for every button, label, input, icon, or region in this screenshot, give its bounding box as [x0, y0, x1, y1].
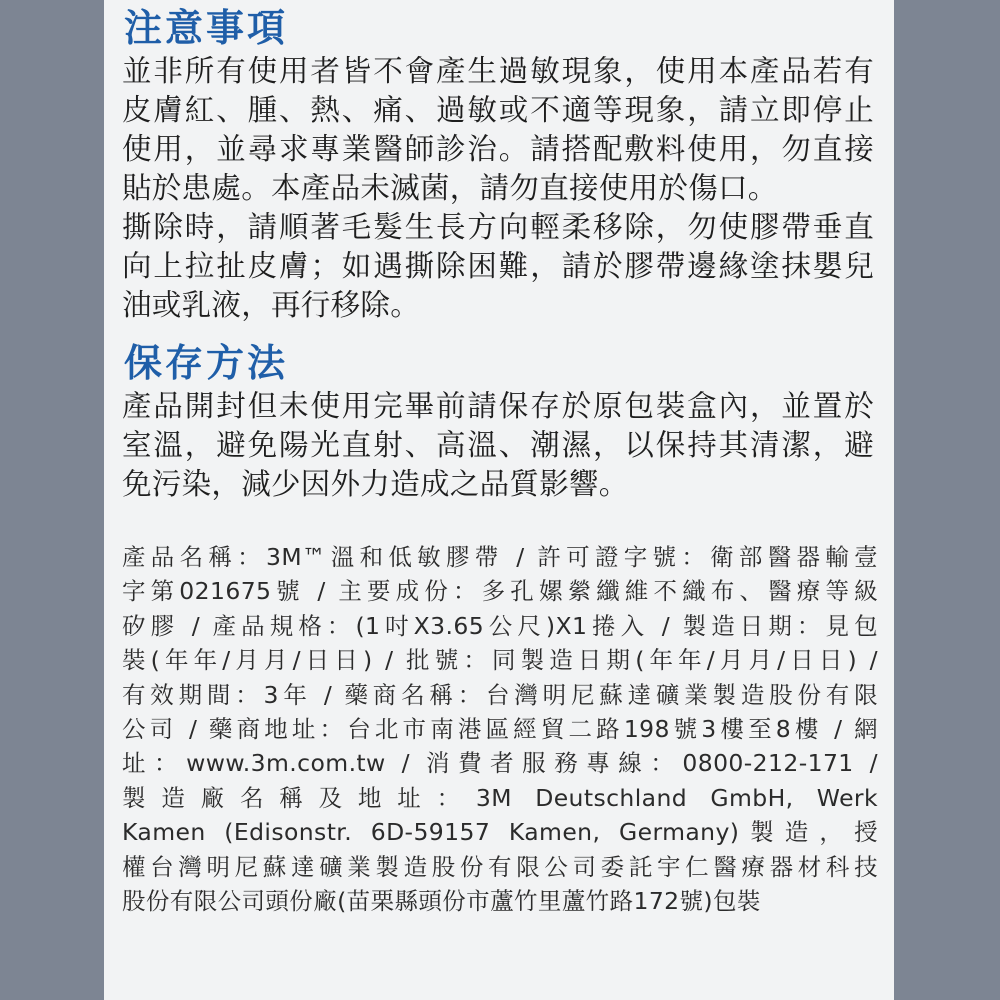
- product-info-line: 產品名稱：3M™溫和低敏膠帶 / 許可證字號：衛部醫器輸壹: [122, 543, 878, 571]
- notice-line: 向上拉扯皮膚；如遇撕除困難，請於膠帶邊緣塗抹嬰兒: [122, 249, 874, 283]
- storage-line: 產品開封但未使用完畢前請保存於原包裝盒內，並置於: [122, 389, 874, 423]
- product-info-line: 裝(年年/月月/日日) / 批號：同製造日期(年年/月月/日日) /: [122, 646, 878, 675]
- product-info-line: 公司 / 藥商地址：台北市南港區經貿二路198號3樓至8樓 / 網: [122, 715, 878, 744]
- notice-line: 油或乳液，再行移除。: [122, 288, 421, 322]
- product-info-text: [122, 540, 878, 918]
- product-info-line: 址：www.3m.com.tw / 消費者服務專線：0800-212-171 /: [122, 749, 878, 778]
- notice-line: 皮膚紅、腫、熱、痛、過敏或不適等現象，請立即停止: [122, 93, 874, 127]
- product-info-line: 股份有限公司頭份廠(苗栗縣頭份市蘆竹里蘆竹路172號)包裝: [122, 887, 761, 916]
- notice-line: 使用，並尋求專業醫師診治。請搭配敷料使用，勿直接: [122, 132, 874, 166]
- notice-line: 撕除時，請順著毛髮生長方向輕柔移除，勿使膠帶垂直: [122, 210, 874, 244]
- product-info-line: 矽膠 / 產品規格：(1吋X3.65公尺)X1捲入 / 製造日期：見包: [122, 611, 878, 640]
- notice-line: 並非所有使用者皆不會產生過敏現象，使用本產品若有: [122, 54, 874, 88]
- product-info-line: 有效期間：3年 / 藥商名稱：台灣明尼蘇達礦業製造股份有限: [122, 680, 878, 709]
- storage-text: [122, 387, 878, 504]
- storage-line: 室溫，避免陽光直射、高溫、潮濕，以保持其清潔，避: [122, 428, 874, 462]
- product-info-line: 製造廠名稱及地址：3M Deutschland GmbH, Werk: [122, 783, 878, 812]
- package-label-panel: [104, 0, 894, 1000]
- product-info-line: 權台灣明尼蘇達礦業製造股份有限公司委託宇仁醫療器材科技: [122, 852, 878, 881]
- product-info-line: 字第021675號 / 主要成份：多孔嫘縈纖維不織布、醫療等級: [122, 577, 878, 606]
- product-info-line: Kamen (Edisonstr. 6D-59157 Kamen, Germany)製造，授: [122, 818, 878, 847]
- notice-heading: 注意事項: [124, 6, 289, 50]
- storage-heading: 保存方法: [124, 341, 289, 385]
- notice-line: 貼於患處。本產品未滅菌，請勿直接使用於傷口。: [122, 171, 778, 205]
- storage-line: 免污染，減少因外力造成之品質影響。: [122, 467, 629, 501]
- notice-text: [122, 52, 878, 325]
